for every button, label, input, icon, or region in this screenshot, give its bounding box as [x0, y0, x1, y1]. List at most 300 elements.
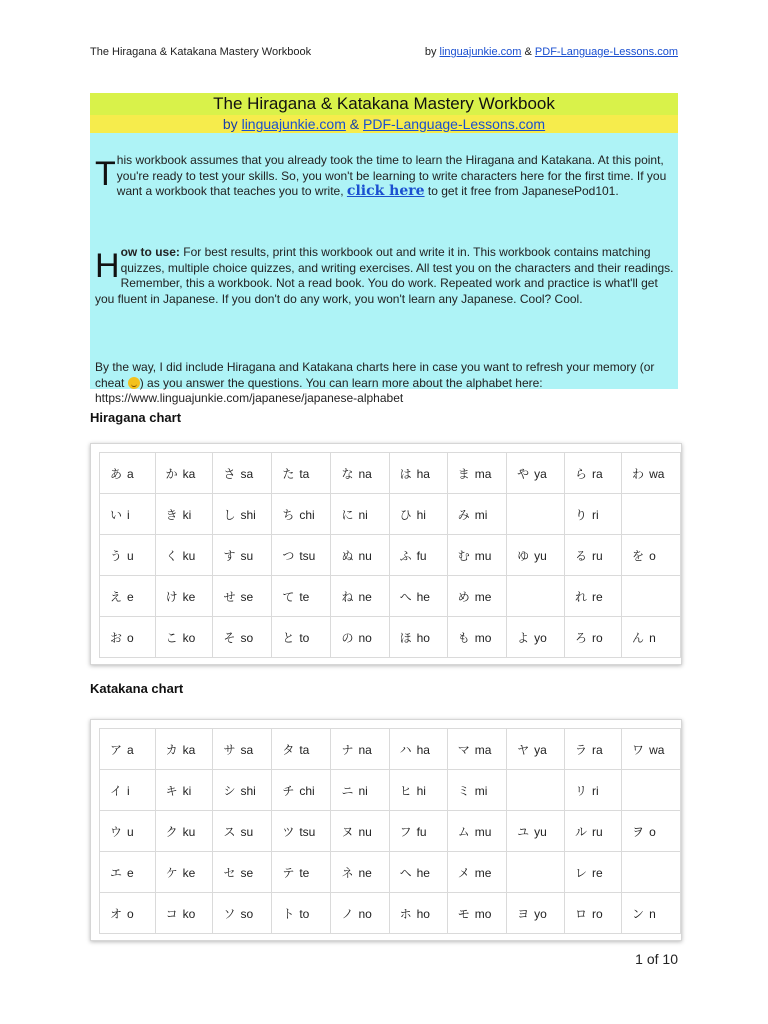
kana-reading: ku	[182, 548, 196, 563]
kana-cell	[213, 852, 272, 893]
kana-cell	[155, 811, 213, 852]
kana-character: き	[165, 507, 178, 522]
kana-cell	[331, 893, 389, 934]
kana-character: み	[457, 507, 470, 522]
kana-cell	[564, 811, 621, 852]
kana-cell	[564, 453, 621, 494]
kana-row	[100, 811, 681, 852]
kana-cell	[447, 852, 506, 893]
kana-character: ラ	[574, 742, 587, 757]
kana-reading: ku	[182, 824, 196, 839]
hiragana-chart	[90, 443, 682, 665]
kana-row	[100, 893, 681, 934]
kana-reading: so	[240, 630, 254, 645]
kana-reading: ki	[182, 783, 192, 798]
kana-character: メ	[457, 865, 470, 880]
kana-character: ね	[341, 589, 354, 604]
kana-character: ソ	[223, 906, 236, 921]
kana-cell	[100, 770, 156, 811]
kana-character: む	[457, 548, 470, 563]
kana-reading: e	[127, 865, 134, 880]
title-pdf-language-lessons-link[interactable]: PDF-Language-Lessons.com	[363, 116, 546, 132]
pdf-language-lessons-link[interactable]: PDF-Language-Lessons.com	[534, 46, 678, 58]
kana-reading: ma	[474, 742, 492, 757]
kana-cell	[331, 535, 389, 576]
kana-reading: chi	[299, 507, 315, 522]
kana-cell	[213, 770, 272, 811]
kana-reading: ra	[591, 742, 603, 757]
kana-cell	[272, 494, 331, 535]
kana-reading: ni	[358, 507, 368, 522]
kana-reading: i	[127, 507, 130, 522]
kana-reading: ri	[591, 783, 599, 798]
kana-reading: yo	[534, 906, 547, 921]
kana-cell	[622, 770, 681, 811]
kana-reading: mo	[474, 630, 492, 645]
kana-character: そ	[223, 630, 236, 645]
kana-character: チ	[282, 783, 295, 798]
kana-cell	[389, 617, 447, 658]
kana-cell	[100, 852, 156, 893]
kana-character: ク	[165, 824, 178, 839]
kana-cell	[155, 494, 213, 535]
kana-row	[100, 729, 681, 770]
kana-cell	[272, 852, 331, 893]
kana-cell	[100, 453, 156, 494]
kana-cell	[564, 770, 621, 811]
dropcap-t: T	[95, 155, 116, 193]
kana-cell	[389, 893, 447, 934]
kana-reading: mu	[474, 548, 492, 563]
kana-reading: ki	[182, 507, 192, 522]
kana-character: ら	[574, 466, 587, 481]
kana-character: お	[110, 630, 123, 645]
kana-character: イ	[110, 783, 123, 798]
kana-cell	[389, 729, 447, 770]
kana-cell	[213, 729, 272, 770]
kana-cell	[507, 494, 565, 535]
kana-cell	[213, 617, 272, 658]
kana-reading: wa	[649, 742, 665, 757]
kana-reading: mi	[474, 783, 488, 798]
kana-reading: ke	[182, 589, 196, 604]
kana-cell	[272, 535, 331, 576]
kana-reading: yu	[534, 824, 547, 839]
kana-cell	[622, 535, 681, 576]
kana-cell	[447, 729, 506, 770]
kana-reading: to	[299, 630, 310, 645]
kana-cell	[622, 729, 681, 770]
kana-cell	[507, 576, 565, 617]
hiragana-table	[99, 452, 681, 658]
kana-cell	[331, 617, 389, 658]
kana-character: リ	[574, 783, 587, 798]
kana-row	[100, 494, 681, 535]
kana-cell	[100, 494, 156, 535]
kana-cell	[272, 893, 331, 934]
kana-row	[100, 576, 681, 617]
kana-reading: hi	[416, 507, 426, 522]
kana-reading: no	[358, 630, 372, 645]
kana-cell	[507, 535, 565, 576]
kana-character: う	[110, 548, 123, 563]
kana-cell	[622, 453, 681, 494]
kana-reading: sa	[240, 742, 254, 757]
kana-cell	[155, 535, 213, 576]
kana-cell	[622, 852, 681, 893]
kana-reading: he	[416, 589, 430, 604]
kana-cell	[507, 453, 565, 494]
kana-reading: sa	[240, 466, 254, 481]
kana-reading: he	[416, 865, 430, 880]
kana-reading: ne	[358, 865, 372, 880]
kana-character: ヨ	[517, 906, 530, 921]
kana-reading: mi	[474, 507, 488, 522]
kana-cell	[389, 852, 447, 893]
kana-character: え	[110, 589, 123, 604]
kana-character: り	[574, 507, 587, 522]
kana-reading: no	[358, 906, 372, 921]
kana-reading: yo	[534, 630, 547, 645]
hiragana-chart-heading: Hiragana chart	[90, 410, 182, 425]
kana-reading: ka	[182, 742, 196, 757]
dropcap-h: H	[95, 247, 120, 285]
kana-character: を	[632, 548, 645, 563]
kana-character: ぬ	[341, 548, 354, 563]
kana-cell	[155, 852, 213, 893]
kana-reading: n	[649, 906, 656, 921]
kana-cell	[389, 494, 447, 535]
kana-character: の	[341, 630, 354, 645]
kana-reading: so	[240, 906, 254, 921]
kana-character: セ	[223, 865, 236, 880]
kana-character: モ	[457, 906, 470, 921]
kana-row	[100, 852, 681, 893]
kana-reading: chi	[299, 783, 315, 798]
kana-cell	[213, 893, 272, 934]
click-here-link[interactable]: click here	[346, 183, 425, 199]
kana-reading: ke	[182, 865, 196, 880]
kana-reading: shi	[240, 783, 256, 798]
kana-character: ツ	[282, 824, 295, 839]
kana-cell	[447, 453, 506, 494]
kana-cell	[389, 453, 447, 494]
kana-cell	[331, 576, 389, 617]
kana-reading: su	[240, 548, 254, 563]
kana-character: ウ	[110, 824, 123, 839]
kana-character: く	[165, 548, 178, 563]
kana-reading: a	[127, 466, 134, 481]
kana-cell	[447, 893, 506, 934]
kana-cell	[213, 453, 272, 494]
kana-character: ン	[632, 906, 645, 921]
kana-cell	[331, 852, 389, 893]
kana-row	[100, 770, 681, 811]
kana-cell	[564, 617, 621, 658]
kana-character: キ	[165, 783, 178, 798]
kana-reading: ta	[299, 742, 310, 757]
kana-cell	[447, 494, 506, 535]
kana-character: ゆ	[517, 548, 530, 563]
kana-row	[100, 535, 681, 576]
kana-reading: me	[474, 589, 492, 604]
kana-reading: mo	[474, 906, 492, 921]
kana-reading: o	[649, 824, 656, 839]
document-byline: by linguajunkie.com & PDF-Language-Lessons.com	[90, 115, 678, 133]
how-to-use-paragraph: How to use: For best results, print this workbook out and write it in. This workbook contains matching quizzes, multiple choice quizzes, and writing exercises. All test you on the characters and their readings. Remember, this a workbook. Not a read book. You do work. Repeated work and practice is what'll get you fluent in Japanese. If you don't do any work, you won't learn any Japanese. Cool? Cool.	[95, 245, 674, 306]
kana-cell	[100, 811, 156, 852]
kana-character: タ	[282, 742, 295, 757]
kana-reading: ro	[591, 906, 603, 921]
kana-cell	[389, 770, 447, 811]
kana-cell	[100, 893, 156, 934]
kana-character: コ	[165, 906, 178, 921]
kana-character: に	[341, 507, 354, 522]
kana-reading: ro	[591, 630, 603, 645]
kana-cell	[447, 770, 506, 811]
intro-box	[90, 133, 678, 405]
kana-character: や	[517, 466, 530, 481]
kana-cell	[447, 811, 506, 852]
kana-cell	[622, 811, 681, 852]
kana-character: て	[282, 589, 295, 604]
kana-character: ム	[457, 824, 470, 839]
kana-character: す	[223, 548, 236, 563]
kana-cell	[622, 617, 681, 658]
kana-character: ナ	[341, 742, 354, 757]
kana-cell	[100, 535, 156, 576]
title-linguajunkie-link[interactable]: linguajunkie.com	[241, 116, 346, 132]
katakana-chart-heading: Katakana chart	[90, 681, 184, 696]
intro-paragraph: This workbook assumes that you already took the time to learn the Hiragana and Katakana. At this point, you're ready to test your skills. So, you won't be learning to write characters here for the first time. If you want a workbook that teaches you to write, click here to get it free from JapanesePod101.	[95, 153, 667, 199]
kana-reading: ma	[474, 466, 492, 481]
kana-reading: me	[474, 865, 492, 880]
kana-reading: u	[127, 824, 134, 839]
kana-reading: ko	[182, 906, 196, 921]
kana-cell	[622, 893, 681, 934]
kana-character: ネ	[341, 865, 354, 880]
kana-cell	[507, 770, 565, 811]
kana-reading: ru	[591, 548, 603, 563]
kana-cell	[389, 811, 447, 852]
kana-reading: n	[649, 630, 656, 645]
kana-character: ヒ	[399, 783, 412, 798]
document-title: The Hiragana & Katakana Mastery Workbook	[90, 93, 678, 115]
kana-character: シ	[223, 783, 236, 798]
kana-reading: re	[591, 589, 603, 604]
kana-character: ヘ	[399, 865, 412, 880]
kana-reading: ko	[182, 630, 196, 645]
kana-character: よ	[517, 630, 530, 645]
kana-character: わ	[632, 466, 645, 481]
kana-reading: ya	[534, 466, 547, 481]
kana-character: ほ	[399, 630, 412, 645]
kana-cell	[507, 811, 565, 852]
kana-reading: ta	[299, 466, 310, 481]
kana-cell	[331, 770, 389, 811]
kana-cell	[622, 576, 681, 617]
kana-cell	[507, 617, 565, 658]
kana-cell	[213, 576, 272, 617]
kana-cell	[155, 617, 213, 658]
kana-reading: o	[127, 630, 134, 645]
kana-character: カ	[165, 742, 178, 757]
kana-character: い	[110, 507, 123, 522]
kana-character: る	[574, 548, 587, 563]
kana-character: な	[341, 466, 354, 481]
kana-cell	[272, 617, 331, 658]
kana-cell	[155, 453, 213, 494]
kana-reading: a	[127, 742, 134, 757]
kana-cell	[447, 576, 506, 617]
kana-cell	[564, 494, 621, 535]
kana-character: フ	[399, 824, 412, 839]
kana-reading: shi	[240, 507, 256, 522]
kana-reading: o	[127, 906, 134, 921]
kana-reading: ho	[416, 630, 430, 645]
kana-reading: ka	[182, 466, 196, 481]
kana-character: ケ	[165, 865, 178, 880]
kana-character: と	[282, 630, 295, 645]
kana-cell	[272, 770, 331, 811]
kana-cell	[507, 729, 565, 770]
kana-character: し	[223, 507, 236, 522]
kana-reading: ha	[416, 466, 430, 481]
kana-character: ハ	[399, 742, 412, 757]
kana-reading: ha	[416, 742, 430, 757]
kana-cell	[564, 852, 621, 893]
kana-cell	[213, 494, 272, 535]
kana-cell	[389, 576, 447, 617]
kana-character: こ	[165, 630, 178, 645]
kana-reading: i	[127, 783, 130, 798]
kana-character: ス	[223, 824, 236, 839]
kana-reading: ru	[591, 824, 603, 839]
kana-reading: ne	[358, 589, 372, 604]
charts-note-paragraph: By the way, I did include Hiragana and Katakana charts here in case you want to refresh your memory (or cheat ) as you answer the questions. You can learn more about the alphabet here: https://www.linguajunkie.com/japanese/japanese-alphabet	[95, 360, 655, 405]
kana-row	[100, 453, 681, 494]
kana-reading: ni	[358, 783, 368, 798]
kana-cell	[272, 576, 331, 617]
kana-character: ふ	[399, 548, 412, 563]
kana-reading: mu	[474, 824, 492, 839]
kana-cell	[447, 617, 506, 658]
smiley-icon	[128, 377, 140, 389]
kana-cell	[272, 453, 331, 494]
linguajunkie-link[interactable]: linguajunkie.com	[439, 46, 522, 58]
kana-character: テ	[282, 865, 295, 880]
kana-character: ヲ	[632, 824, 645, 839]
kana-character: れ	[574, 589, 587, 604]
running-header-title: The Hiragana & Katakana Mastery Workbook	[90, 46, 312, 58]
kana-reading: nu	[358, 824, 372, 839]
kana-character: け	[165, 589, 178, 604]
kana-reading: e	[127, 589, 134, 604]
kana-cell	[331, 453, 389, 494]
kana-cell	[100, 617, 156, 658]
kana-character: オ	[110, 906, 123, 921]
kana-character: め	[457, 589, 470, 604]
kana-cell	[213, 535, 272, 576]
kana-reading: fu	[416, 548, 427, 563]
kana-cell	[213, 811, 272, 852]
kana-reading: o	[649, 548, 656, 563]
kana-reading: ra	[591, 466, 603, 481]
kana-character: レ	[574, 865, 587, 880]
kana-reading: ri	[591, 507, 599, 522]
kana-cell	[622, 494, 681, 535]
kana-reading: ya	[534, 742, 547, 757]
kana-character: マ	[457, 742, 470, 757]
kana-reading: re	[591, 865, 603, 880]
title-block	[90, 93, 678, 133]
page-number: 1 of 10	[635, 951, 678, 967]
kana-row	[100, 617, 681, 658]
kana-character: サ	[223, 742, 236, 757]
kana-character: ん	[632, 630, 645, 645]
kana-cell	[272, 811, 331, 852]
kana-character: エ	[110, 865, 123, 880]
alphabet-url[interactable]: https://www.linguajunkie.com/japanese/japanese-alphabet	[95, 391, 404, 405]
kana-character: た	[282, 466, 295, 481]
kana-reading: nu	[358, 548, 372, 563]
kana-character: ル	[574, 824, 587, 839]
running-header-byline: by linguajunkie.com & PDF-Language-Lessons.com	[424, 46, 678, 58]
kana-character: ホ	[399, 906, 412, 921]
kana-character: も	[457, 630, 470, 645]
kana-character: ヌ	[341, 824, 354, 839]
kana-character: さ	[223, 466, 236, 481]
kana-reading: u	[127, 548, 134, 563]
kana-reading: na	[358, 466, 372, 481]
kana-reading: wa	[649, 466, 665, 481]
kana-cell	[447, 535, 506, 576]
kana-reading: se	[240, 589, 254, 604]
kana-cell	[155, 729, 213, 770]
kana-character: ひ	[399, 507, 412, 522]
kana-cell	[564, 893, 621, 934]
kana-cell	[564, 576, 621, 617]
kana-character: ま	[457, 466, 470, 481]
kana-character: ミ	[457, 783, 470, 798]
kana-character: か	[165, 466, 178, 481]
kana-character: ヤ	[517, 742, 530, 757]
kana-character: へ	[399, 589, 412, 604]
kana-reading: ho	[416, 906, 430, 921]
kana-character: せ	[223, 589, 236, 604]
kana-reading: hi	[416, 783, 426, 798]
kana-character: つ	[282, 548, 295, 563]
kana-cell	[100, 576, 156, 617]
kana-cell	[507, 893, 565, 934]
kana-character: ユ	[517, 824, 530, 839]
kana-reading: te	[299, 589, 310, 604]
kana-cell	[507, 852, 565, 893]
kana-cell	[155, 893, 213, 934]
kana-cell	[100, 729, 156, 770]
kana-cell	[155, 576, 213, 617]
kana-character: ト	[282, 906, 295, 921]
kana-cell	[331, 729, 389, 770]
katakana-chart	[90, 719, 682, 941]
kana-cell	[564, 729, 621, 770]
kana-cell	[331, 811, 389, 852]
how-to-use-label: ow to use:	[120, 245, 180, 259]
kana-character: ワ	[632, 742, 645, 757]
kana-character: ニ	[341, 783, 354, 798]
kana-cell	[155, 770, 213, 811]
kana-reading: na	[358, 742, 372, 757]
